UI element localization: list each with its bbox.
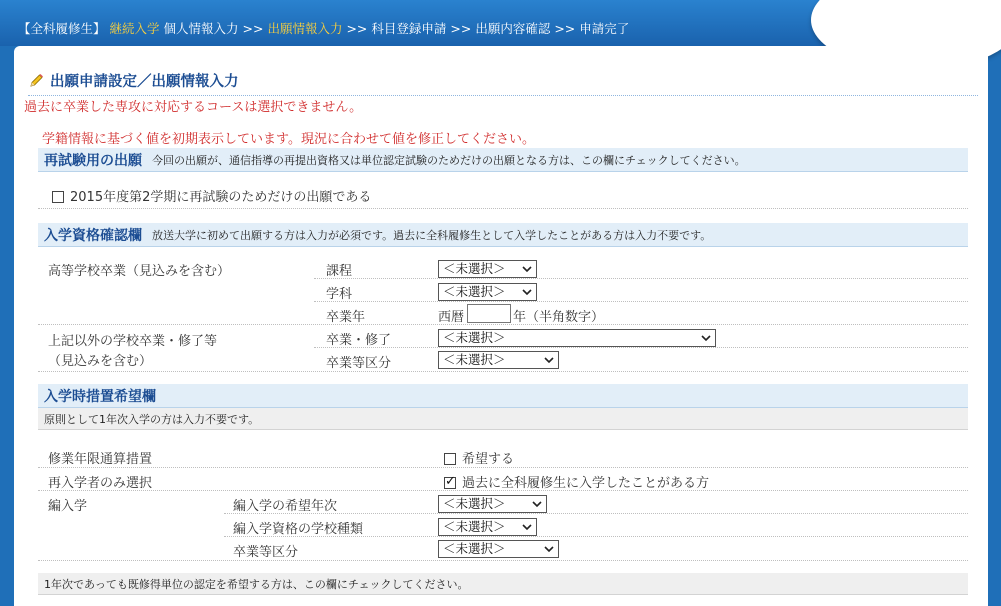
- breadcrumb-sep: >>: [554, 21, 576, 36]
- breadcrumb-step-application: 出願情報入力: [267, 21, 343, 36]
- transfer-year-label: 編入学の希望年次: [233, 499, 338, 514]
- page-title: 出願申請設定／出願情報入力: [50, 74, 239, 90]
- course-label: 課程: [326, 264, 353, 279]
- grad-complete-select[interactable]: [438, 329, 716, 347]
- retest-checkbox-box[interactable]: [52, 191, 64, 203]
- other-school-label-line1: 上記以外の学校卒業・修了等: [48, 334, 218, 349]
- grad-complete-label: 卒業・修了: [326, 333, 392, 348]
- qualification-heading: 入学資格確認欄: [44, 227, 142, 244]
- breadcrumb-sep: >>: [242, 21, 264, 36]
- term-checkbox-label: 希望する: [462, 452, 515, 467]
- chevron-down-icon: [521, 263, 533, 275]
- transfer-category-label: 卒業等区分: [233, 545, 299, 560]
- retest-section-header: [38, 148, 968, 172]
- main-panel: [14, 46, 988, 606]
- dept-label: 学科: [326, 287, 353, 302]
- qualification-section-header: [38, 223, 968, 247]
- reentry-label: 再入学者のみ選択: [48, 476, 153, 491]
- term-checkbox-box[interactable]: [444, 453, 456, 465]
- course-select-value: ＜未選択＞: [443, 261, 506, 276]
- era-prefix: 西暦: [438, 310, 465, 325]
- qualification-note: 放送大学に初めて出願する方は入力が必須です。過去に全科履修生として入学したことがある方は入力不要です。: [152, 228, 712, 242]
- warning-course-restriction: 過去に卒業した専攻に対応するコースは選択できません。: [24, 100, 363, 115]
- year-suffix: 年（半角数字）: [513, 310, 605, 325]
- reentry-checkbox-box[interactable]: [444, 477, 456, 489]
- grad-complete-select-value: ＜未選択＞: [443, 330, 506, 345]
- admission-note: 原則として1年次入学の方は入力不要です。: [44, 412, 260, 426]
- transfer-category-select-value: ＜未選択＞: [443, 541, 506, 556]
- breadcrumb-step-personal: 個人情報入力: [163, 21, 239, 36]
- warning-initial-values: 学籍情報に基づく値を初期表示しています。現況に合わせて値を修正してください。: [42, 132, 535, 147]
- breadcrumb-sep: >>: [450, 21, 472, 36]
- breadcrumb-step-confirm: 出願内容確認: [475, 21, 551, 36]
- breadcrumb: [18, 19, 629, 37]
- transfer-school-label: 編入学資格の学校種類: [233, 522, 364, 537]
- transfer-category-select[interactable]: [438, 540, 559, 558]
- chevron-down-icon: [700, 332, 712, 344]
- grad-category-select-value: ＜未選択＞: [443, 352, 506, 367]
- chevron-down-icon: [521, 521, 533, 533]
- transfer-year-select[interactable]: [438, 495, 547, 513]
- transfer-label: 編入学: [48, 499, 88, 514]
- grad-category-select[interactable]: [438, 351, 559, 369]
- grad-year-input[interactable]: [467, 304, 511, 323]
- reentry-checkbox[interactable]: [444, 472, 709, 491]
- breadcrumb-sep: >>: [346, 21, 368, 36]
- breadcrumb-prefix: 【全科履修生】: [18, 21, 106, 36]
- reentry-checkbox-label: 過去に全科履修生に入学したことがある方: [462, 476, 710, 491]
- transfer-school-select-value: ＜未選択＞: [443, 519, 506, 534]
- hs-graduation-label: 高等学校卒業（見込みを含む）: [48, 264, 231, 279]
- term-checkbox[interactable]: [444, 448, 514, 467]
- breadcrumb-step-complete: 申請完了: [579, 21, 630, 36]
- credit-note-bar: [38, 573, 968, 595]
- dept-select[interactable]: [438, 283, 537, 301]
- dept-select-value: ＜未選択＞: [443, 284, 506, 299]
- credit-note: 1年次であっても既修得単位の認定を希望する方は、この欄にチェックしてください。: [44, 577, 469, 591]
- grad-year-label: 卒業年: [326, 310, 366, 325]
- retest-note: 今回の出願が、通信指導の再提出資格又は単位認定試験のためだけの出願となる方は、この欄にチェックしてください。: [152, 153, 746, 167]
- page-title-row: [28, 70, 978, 96]
- admission-note-bar: [38, 408, 968, 430]
- chevron-down-icon: [521, 286, 533, 298]
- retest-checkbox[interactable]: [52, 186, 371, 205]
- retest-checkbox-label: 2015年度第2学期に再試験のためだけの出願である: [70, 190, 372, 205]
- retest-row: [38, 174, 968, 209]
- transfer-year-select-value: ＜未選択＞: [443, 496, 506, 511]
- admission-heading: 入学時措置希望欄: [44, 388, 156, 405]
- admission-section-header: [38, 384, 968, 408]
- chevron-down-icon: [543, 354, 555, 366]
- chevron-down-icon: [531, 498, 543, 510]
- dept-row: [314, 279, 968, 302]
- transfer-school-select[interactable]: [438, 518, 537, 536]
- course-select[interactable]: [438, 260, 537, 278]
- grad-category-label: 卒業等区分: [326, 356, 392, 371]
- chevron-down-icon: [543, 543, 555, 555]
- course-row: [314, 256, 968, 279]
- retest-heading: 再試験用の出願: [44, 152, 142, 169]
- breadcrumb-step-continue: 継続入学: [109, 21, 160, 36]
- term-label: 修業年限通算措置: [48, 452, 153, 467]
- breadcrumb-step-course-registration: 科目登録申請: [371, 21, 447, 36]
- pencil-icon: [28, 73, 44, 89]
- other-school-label-line2: （見込みを含む）: [48, 354, 153, 369]
